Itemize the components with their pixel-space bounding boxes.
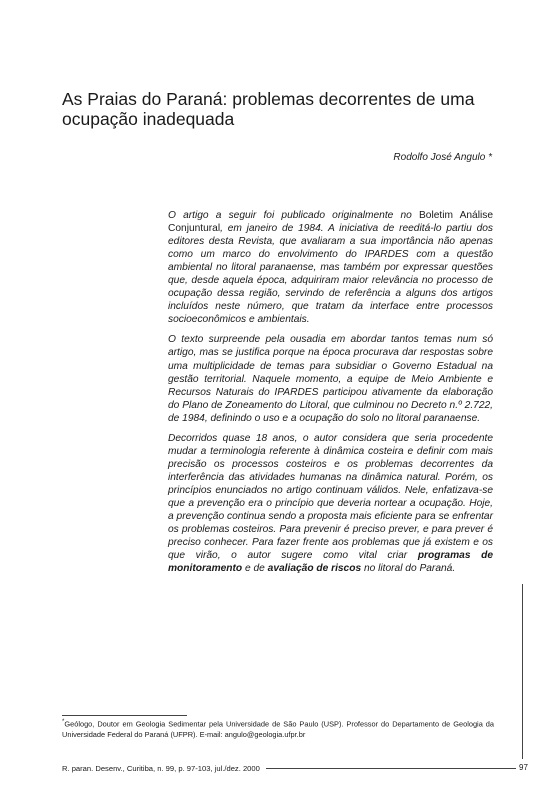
emphasis-monitoring: programas de monitoramento: [168, 550, 493, 575]
article-body: [168, 209, 493, 582]
intro-part2: , em janeiro de 1984. A iniciativa de reeditá-lo partiu dos editores desta Revista, que avaliaram a sua importância não apenas como um marco do envolvimento do IPARDES com a questão ambiental no litoral paranaense, mas também por expressar questões que, desde aquela época, adquiriram maior relevância no processo de ocupação dessa região, servindo de referência a alguns dos artigos incluídos neste número, que tratam da interface entre processos socioeconômicos e ambientais.: [168, 223, 493, 326]
page-number: 97: [519, 763, 528, 772]
author-footnote: [62, 717, 494, 740]
paragraph-3-mid: e de: [245, 563, 265, 575]
emphasis-risk: avaliação de riscos: [267, 563, 362, 575]
article-title: As Praias do Paraná: problemas decorrentes de uma ocupação inadequada: [62, 89, 475, 129]
margin-rule: [522, 584, 523, 759]
paragraph-3-text: Decorridos quase 18 anos, o autor considera que seria procedente mudar a terminologia referente à dinâmica costeira e definir com mais precisão os processos costeiros e os problemas decorrentes da interferência das atividades humanas na dinâmica natural. Porém, os princípios enunciados no artigo continuam válidos. Nele, enfatizava-se que a prevenção era o princípio que deveria nortear a ocupação. Hoje, a prevenção continua sendo a proposta mais eficiente para se enfrentar os problemas costeiros. Para prevenir é preciso prever, e para prever é preciso conhecer. Para fazer frente aos problemas que já existem e os que virão, o autor sugere como vital criar: [168, 432, 493, 562]
journal-citation: R. paran. Desenv., Curitiba, n. 99, p. 97-103, jul./dez. 2000: [62, 763, 260, 773]
footnote-text: Geólogo, Doutor em Geologia Sedimentar pela Universidade de São Paulo (USP). Professor do Departamento de Geologia da Universidade Federal do Paraná (UFPR). E-mail: angulo@geologia.ufpr.br: [62, 719, 494, 740]
page-footer: [62, 762, 522, 774]
footnote-divider: [62, 715, 187, 716]
editorial-intro-paragraph: [168, 209, 493, 326]
footer-rule: [266, 768, 516, 769]
paragraph-2: O texto surpreende pela ousadia em abordar tantos temas num só artigo, mas se justifica porque na época procurava dar respostas sobre uma multiplicidade de temas para subsidiar o Governo Estadual na gestão territorial. Naquele momento, a equipe de Meio Ambiente e Recursos Naturais do IPARDES participou ativamente da elaboração do Plano de Zoneamento do Litoral, que culminou no Decreto n.º 2.722, de 1984, definindo o uso e a ocupação do solo no litoral paranaense.: [168, 334, 493, 424]
bulletin-name: Boletim Análise Conjuntural: [168, 210, 493, 235]
footnote-marker: *: [62, 719, 65, 725]
intro-part1: O artigo a seguir foi publicado originalmente no: [168, 210, 412, 221]
author-name: Rodolfo José Angulo *: [393, 152, 492, 163]
paragraph-3: [168, 432, 493, 576]
paragraph-3-end: no litoral do Paraná.: [363, 563, 456, 575]
